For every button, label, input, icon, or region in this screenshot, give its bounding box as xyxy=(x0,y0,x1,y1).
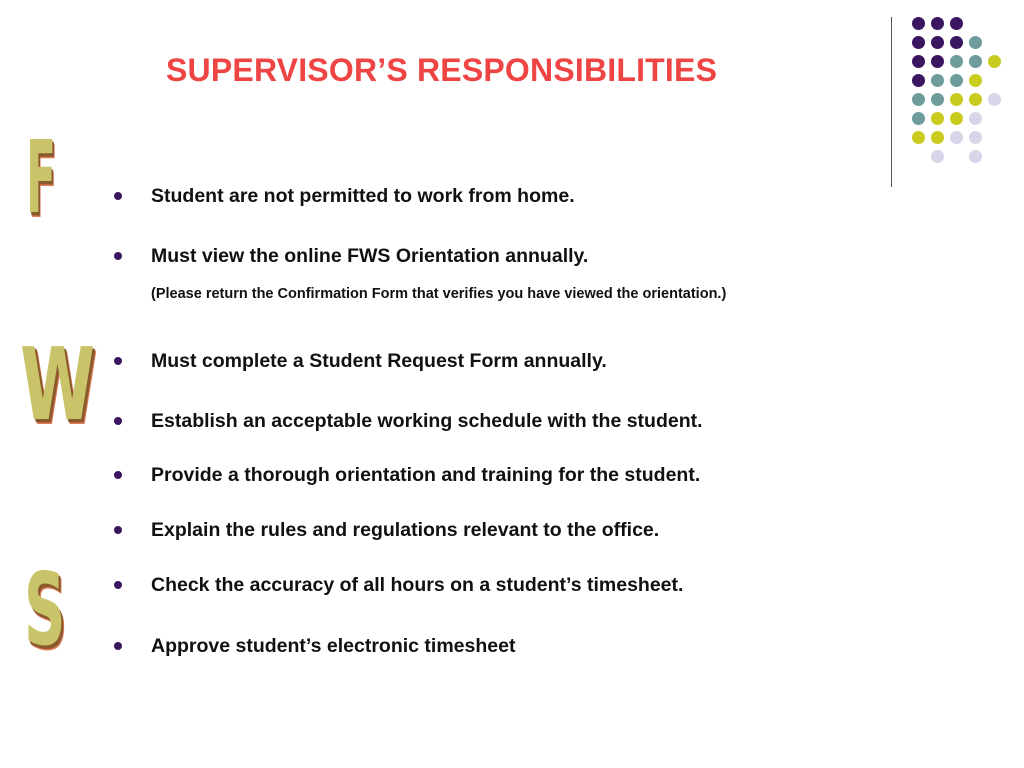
decor-dot xyxy=(912,55,925,68)
list-item-text: Provide a thorough orientation and training for the student. xyxy=(151,464,701,486)
bullet-dot-icon xyxy=(114,192,122,200)
decor-dot xyxy=(950,36,963,49)
bullet-dot-icon xyxy=(114,581,122,589)
decor-dot xyxy=(969,55,982,68)
decor-dot xyxy=(931,55,944,68)
decor-dot xyxy=(912,17,925,30)
decor-dot xyxy=(950,93,963,106)
decor-dot xyxy=(988,93,1001,106)
decor-dot xyxy=(969,150,982,163)
decor-dot xyxy=(912,74,925,87)
decor-dot xyxy=(931,74,944,87)
bullet-dot-icon xyxy=(114,252,122,260)
list-item-text: Must complete a Student Request Form annually. xyxy=(151,350,607,372)
list-item-text: Approve student’s electronic timesheet xyxy=(151,635,516,657)
list-item-text: Establish an acceptable working schedule with the student. xyxy=(151,410,703,432)
decor-dot xyxy=(931,131,944,144)
decor-dot xyxy=(931,17,944,30)
bullet-dot-icon xyxy=(114,471,122,479)
bullet-dot-icon xyxy=(114,357,122,365)
decor-dot xyxy=(950,112,963,125)
decor-dot xyxy=(931,93,944,106)
wordart-letter-s: S xyxy=(24,551,66,668)
decor-dot xyxy=(931,150,944,163)
decor-dot xyxy=(950,131,963,144)
list-item-text: Must view the online FWS Orientation annually. xyxy=(151,245,589,267)
orientation-note: (Please return the Confirmation Form that verifies you have viewed the orientation.) xyxy=(151,286,727,302)
decor-dot xyxy=(969,131,982,144)
decor-dot xyxy=(969,93,982,106)
decor-dot xyxy=(950,17,963,30)
decor-dot xyxy=(950,74,963,87)
divider-line xyxy=(891,17,892,187)
bullet-dot-icon xyxy=(114,526,122,534)
decor-dot xyxy=(931,112,944,125)
wordart-letter-f: F xyxy=(26,119,57,236)
decor-dot xyxy=(969,112,982,125)
bullet-dot-icon xyxy=(114,642,122,650)
wordart-letter-w: W xyxy=(20,326,96,443)
decor-dot xyxy=(912,36,925,49)
decor-dot xyxy=(912,93,925,106)
bullet-dot-icon xyxy=(114,417,122,425)
decor-dot xyxy=(912,131,925,144)
decor-dot xyxy=(931,36,944,49)
decor-dot xyxy=(969,74,982,87)
list-item-text: Student are not permitted to work from home. xyxy=(151,185,575,207)
decor-dot xyxy=(969,36,982,49)
decor-dot xyxy=(912,112,925,125)
slide-title: SUPERVISOR’S RESPONSIBILITIES xyxy=(166,52,718,88)
list-item-text: Explain the rules and regulations relevant to the office. xyxy=(151,519,660,541)
decor-dot xyxy=(950,55,963,68)
decor-dot xyxy=(988,55,1001,68)
list-item-text: Check the accuracy of all hours on a student’s timesheet. xyxy=(151,574,684,596)
